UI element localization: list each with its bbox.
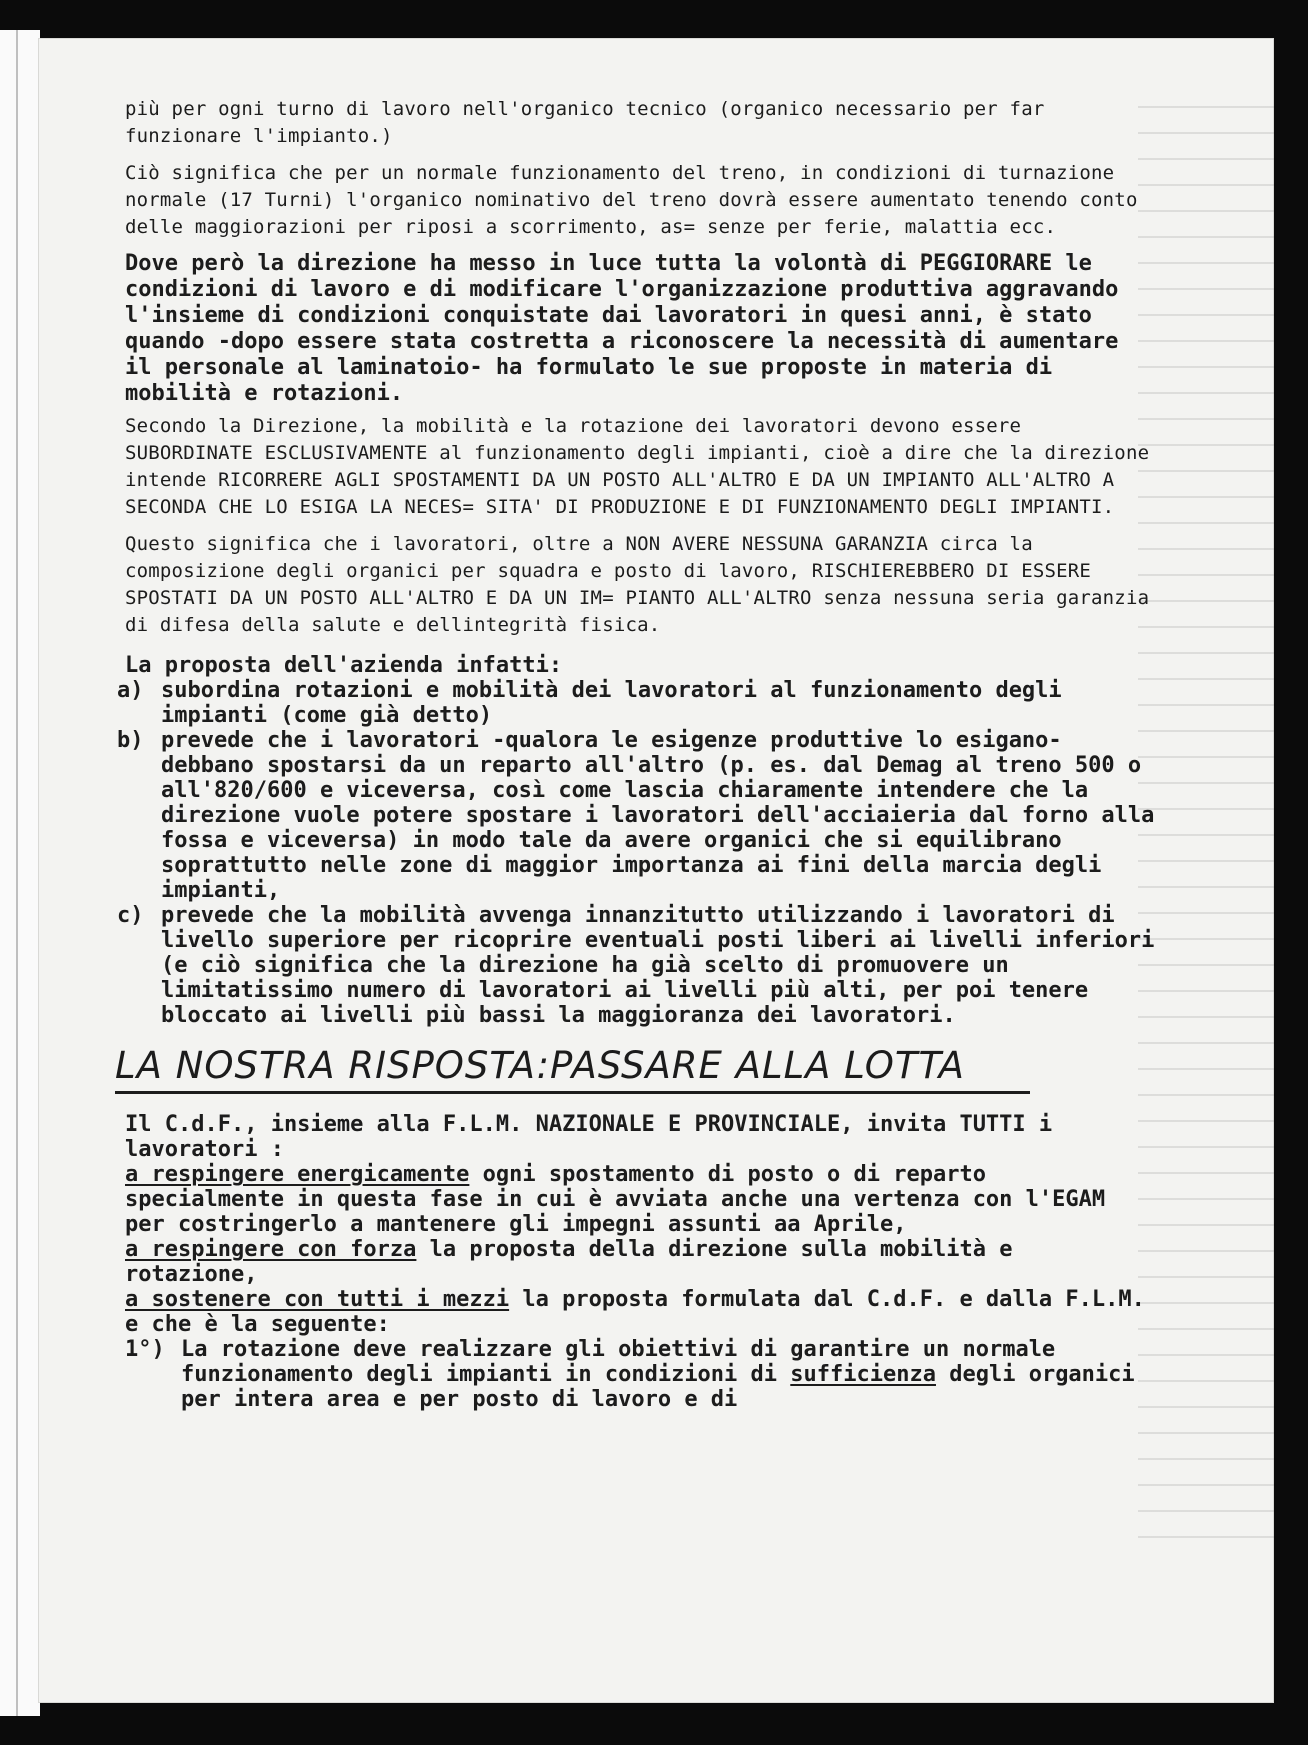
call-intro: Il C.d.F., insieme alla F.L.M. NAZIONALE E PROVINCIALE, invita TUTTI i lavoratori : [125,1112,1053,1162]
list-text: subordina rotazioni e mobilità dei lavoratori al funzionamento degli impianti (come già detto) [161,678,1062,728]
call-emphasis-3: a sostenere con tutti i mezzi [125,1287,510,1312]
call-item-text [181,1337,1155,1412]
list-item [117,903,1155,1028]
list-marker: c) [117,903,144,928]
list-marker: a) [117,678,144,703]
call-text-1: ogni spostamento di posto o di reparto specialmente in questa fase in cui è avviata anche una vertenza con l'EGAM per costringerlo a mantenere gli impegni assunti aa Aprile, [125,1162,1106,1237]
call-text-2: la proposta della direzione sulla mobilità e rotazione, [125,1237,1013,1287]
paragraph-direzione: Dove però la direzione ha messo in luce tutta la volontà di PEGGIORARE le condizioni di lavoro e di modificare l'organizzazione produttiva aggravando l'insieme di condizioni conquistate dai lavoratori in quesi anni, è stato quando -dopo essere stata costretta a riconoscere la necessità di aumentare il personale al laminatoio- ha formulato le sue proposte in materia di mobilità e rotazioni. [125,251,1119,406]
call-item-1 [125,1337,1155,1412]
list-item [117,678,1155,728]
proposal-intro: La proposta dell'azienda infatti: [125,653,563,678]
call-line-1 [125,1162,1155,1237]
proposal-list [117,678,1155,1028]
call-item-emphasis: sufficienza [790,1362,936,1387]
paragraph-subordinate: Secondo la Direzione, la mobilità e la rotazione dei lavoratori devono essere SUBORDINATE ESCLUSIVAMENTE al funzionamento degli impianti, cioè a dire che la direzione intende RICORRERE AGLI SPOSTAMENTI DA UN POSTO ALL'ALTRO E DA UN IMPIANTO ALL'ALTRO A SECONDA CHE LO ESIGA LA NECES= SITA' DI PRODUZIONE E DI FUNZIONAMENTO DEGLI IMPIANTI. [125,415,1150,518]
call-emphasis-1: a respingere energicamente [125,1162,470,1187]
list-item [117,728,1155,903]
call-item-text-b: degli organici per intera area e per posto di lavoro e di [181,1362,1135,1412]
document-body [115,96,1155,1412]
bleed-through-text [1138,88,1274,1538]
call-emphasis-2: a respingere con forza [125,1237,417,1262]
list-marker: b) [117,728,144,753]
call-item-text-a: La rotazione deve realizzare gli obiettivi di garantire un normale funzionamento degli impianti in condizioni di [181,1337,1056,1387]
call-to-action [125,1112,1155,1412]
section-heading: LA NOSTRA RISPOSTA:PASSARE ALLA LOTTA [115,1044,1030,1094]
call-line-2 [125,1237,1155,1287]
paragraph-garanzia: Questo significa che i lavoratori, oltre a NON AVERE NESSUNA GARANZIA circa la composizione degli organici per squadra e posto di lavoro, RISCHIEREBBERO DI ESSERE SPOSTATI DA UN POSTO ALL'ALTRO E DA UN IM= PIANTO ALL'ALTRO senza nessuna seria garanzia di difesa della salute e dellintegrità fisica. [125,533,1150,636]
list-text: prevede che la mobilità avvenga innanzitutto utilizzando i lavoratori di livello superiore per ricoprire eventuali posti liberi ai livelli inferiori (e ciò significa che la direzione ha già scelto di promuovere un limitatissimo numero di lavoratori ai livelli più alti, per poi tenere bloccato ai livelli più bassi la maggioranza dei lavoratori. [161,903,1155,1028]
list-text: prevede che i lavoratori -qualora le esigenze produttive lo esigano- debbano spostarsi da un reparto all'altro (p. es. dal Demag al treno 500 o all'820/600 e viceversa, così come lascia chiaramente intendere che la direzione vuole potere spostare i lavoratori dell'acciaieria dal forno alla fossa e viceversa) in modo tale da avere organici che si equilibrano soprattutto nelle zone di maggior importanza ai fini della marcia degli impianti, [161,728,1155,903]
call-line-3 [125,1287,1155,1337]
call-item-marker: 1°) [125,1337,165,1362]
paragraph-organico: più per ogni turno di lavoro nell'organico tecnico (organico necessario per far funzionare l'impianto.) [125,98,1045,147]
page-curl [16,30,18,1716]
paragraph-turnazione: Ciò significa che per un normale funzionamento del treno, in condizioni di turnazione normale (17 Turni) l'organico nominativo del treno dovrà essere aumentato tenendo conto delle maggiorazioni per riposi a scorrimento, as= senze per ferie, malattia ecc. [125,162,1138,238]
page-edge [0,30,40,1716]
call-text-3: la proposta formulata dal C.d.F. e dalla F.L.M. e che è la seguente: [125,1287,1145,1337]
